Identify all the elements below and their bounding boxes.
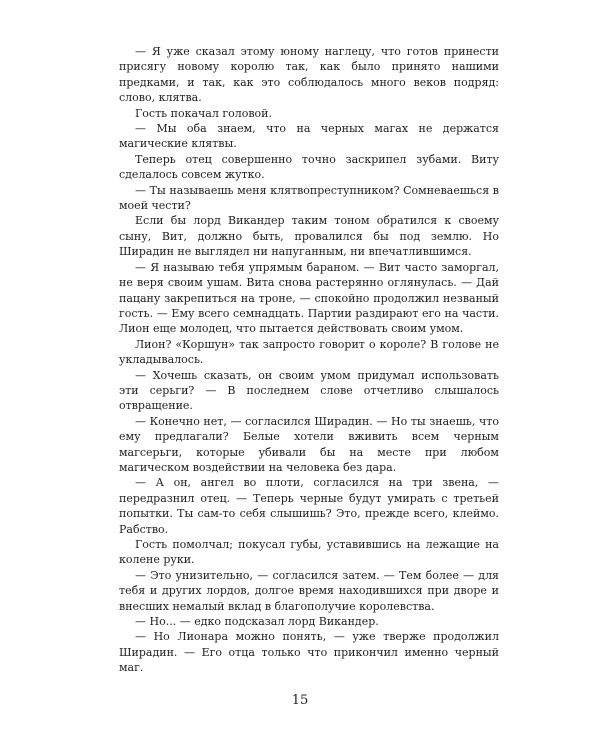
paragraph-15: — Но Лионара можно понять, — уже тверже продолжил Ширадин. — Его отца только что прикончил именно черный маг. (119, 630, 499, 675)
paragraph-11: — А он, ангел во плоти, согласился на три звена, — передразнил отец. — Теперь черные будут умирать с третьей попытки. Ты сам-то себя слышишь? Это, прежде всего, клеймо. Рабство. (119, 476, 499, 536)
paragraph-14: — Но... — едко подсказал лорд Викандер. (135, 615, 379, 629)
paragraph-7: — Я называю тебя упрямым бараном. — Вит часто заморгал, не веря своим ушам. Вита снова растерянно оглянулась. — Дай пацану закрепиться на троне, — спокойно продолжил незваный гость. — Ему всего семнадцать. Партии раздирают его на части. Лион еще молодец, что пытается действовать своим умом. (119, 260, 499, 336)
paragraph-4: Теперь отец совершенно точно заскрипел зубами. Виту сделалось совсем жутко. (119, 152, 499, 182)
paragraph-8: Лион? «Коршун» так запросто говорит о короле? В голове не укладывалось. (119, 337, 499, 367)
paragraph-10: — Конечно нет, — согласился Ширадин. — Но ты знаешь, что ему предлагали? Белые хотели вживить всем черным магсерьги, которые убивали бы на месте при любом магическом воздействии на человека без дара. (119, 414, 499, 474)
page-number: 15 (291, 693, 309, 708)
paragraph-1: — Я уже сказал этому юному наглецу, что готов принести присягу новому королю так, как было принято нашими предками, и так, как это соблюдалось много веков подряд: слово, клятва. (119, 45, 499, 105)
paragraph-6: Если бы лорд Викандер таким тоном обратился к своему сыну, Вит, должно быть, провалился бы под землю. Но Ширадин не выглядел ни напуганным, ни впечатлившимся. (119, 214, 499, 259)
paragraph-9: — Хочешь сказать, он своим умом придумал использовать эти серьги? — В последнем слове отчетливо слышалось отвращение. (119, 368, 499, 413)
paragraph-3: — Мы оба знаем, что на черных магах не держатся магические клятвы. (119, 122, 499, 151)
paragraph-12: Гость помолчал; покусал губы, уставившись на лежащие на колене руки. (119, 538, 499, 567)
paragraph-5: — Ты называешь меня клятвопреступником? Сомневаешься в моей чести? (119, 183, 499, 213)
body-text (119, 44, 499, 676)
paragraph-2: Гость покачал головой. (135, 106, 272, 120)
paragraph-13: — Это унизительно, — согласился затем. — Тем более — для тебя и других лордов, долгое время находившихся при дворе и внесших немалый вклад в благополучие королевства. (119, 568, 499, 613)
